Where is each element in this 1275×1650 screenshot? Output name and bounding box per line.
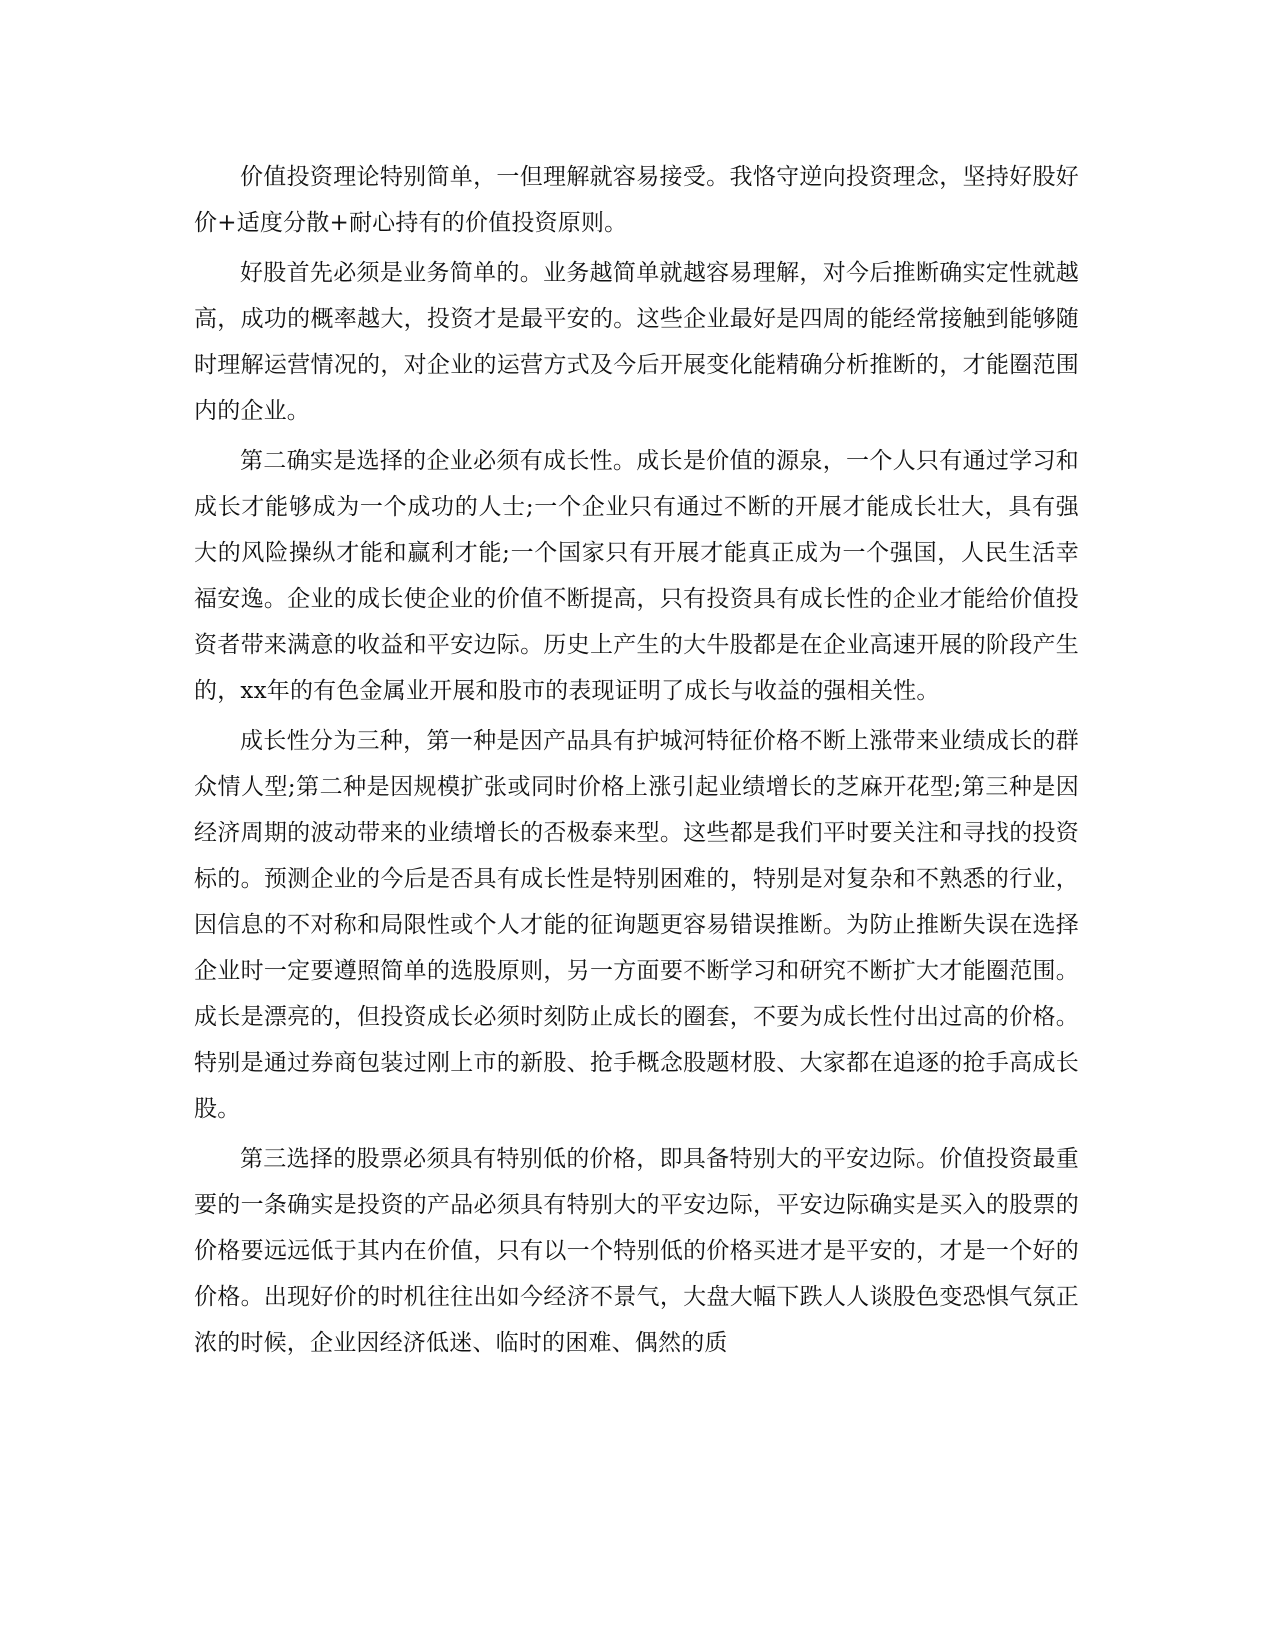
paragraph-value-investing-intro: 价值投资理论特别简单，一但理解就容易接受。我恪守逆向投资理念，坚持好股好价+适度分散+耐心持有的价值投资原则。 <box>194 164 1079 236</box>
paragraph-margin-of-safety: 第三选择的股票必须具有特别低的价格，即具备特别大的平安边际。价值投资最重要的一条确实是投资的产品必须具有特别大的平安边际，平安边际确实是买入的股票的价格要远远低于其内在价值，只有以一个特别低的价格买进才是平安的，才是一个好的价格。出现好价的时机往往出如今经济不景气，大盘大幅下跌人人谈股色变恐惧气氛正浓的时候，企业因经济低迷、临时的困难、偶然的质 <box>194 1146 1079 1356</box>
document-body <box>194 154 1079 1370</box>
paragraph-growth-types: 成长性分为三种，第一种是因产品具有护城河特征价格不断上涨带来业绩成长的群众情人型;第二种是因规模扩张或同时价格上涨引起业绩增长的芝麻开花型;第三种是因经济周期的波动带来的业绩增长的否极泰来型。这些都是我们平时要关注和寻找的投资标的。预测企业的今后是否具有成长性是特别困难的，特别是对复杂和不熟悉的行业，因信息的不对称和局限性或个人才能的征询题更容易错误推断。为防止推断失误在选择企业时一定要遵照简单的选股原则，另一方面要不断学习和研究不断扩大才能圈范围。成长是漂亮的，但投资成长必须时刻防止成长的圈套，不要为成长性付出过高的价格。特别是通过券商包装过刚上市的新股、抢手概念股题材股、大家都在追逐的抢手高成长股。 <box>194 728 1079 1122</box>
paragraph-simple-business: 好股首先必须是业务简单的。业务越简单就越容易理解，对今后推断确实定性就越高，成功的概率越大，投资才是最平安的。这些企业最好是四周的能经常接触到能够随时理解运营情况的，对企业的运营方式及今后开展变化能精确分析推断的，才能圈范围内的企业。 <box>194 260 1079 424</box>
paragraph-growth: 第二确实是选择的企业必须有成长性。成长是价值的源泉，一个人只有通过学习和成长才能够成为一个成功的人士;一个企业只有通过不断的开展才能成长壮大，具有强大的风险操纵才能和赢利才能;一个国家只有开展才能真正成为一个强国，人民生活幸福安逸。企业的成长使企业的价值不断提高，只有投资具有成长性的企业才能给价值投资者带来满意的收益和平安边际。历史上产生的大牛股都是在企业高速开展的阶段产生的，xx年的有色金属业开展和股市的表现证明了成长与收益的强相关性。 <box>194 448 1079 704</box>
